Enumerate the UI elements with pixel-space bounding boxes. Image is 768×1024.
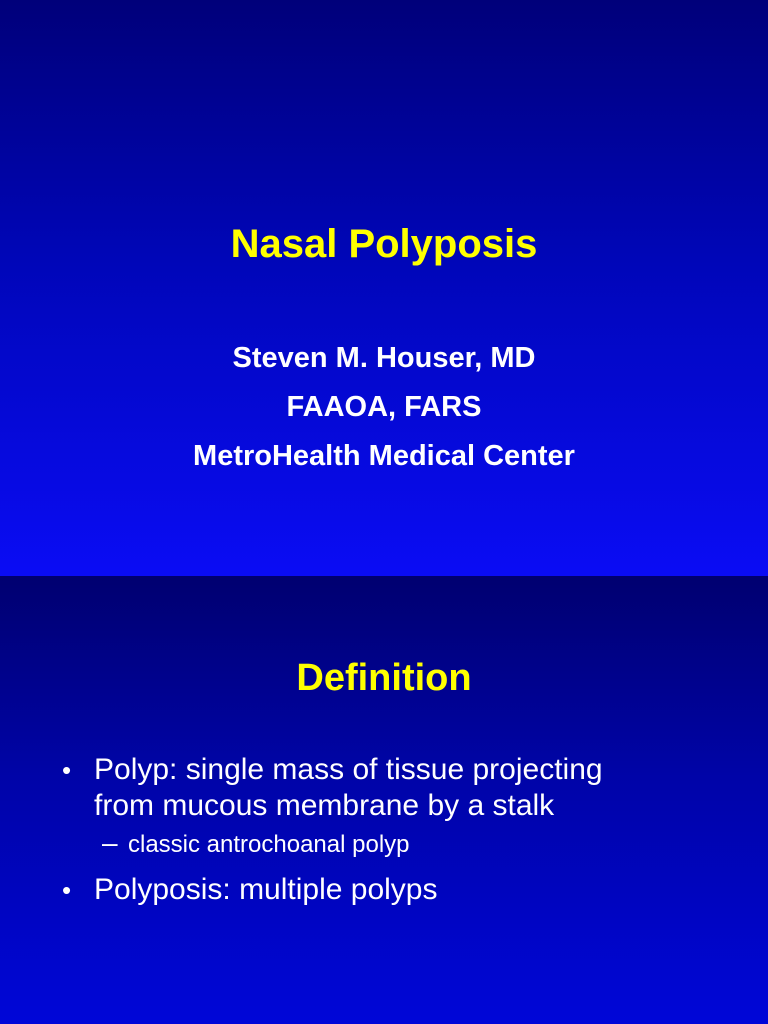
author-name: Steven M. Houser, MD — [232, 342, 536, 374]
author-credentials: FAAOA, FARS — [286, 391, 482, 423]
sub-bullet-item — [58, 827, 718, 860]
bullet-item — [58, 752, 718, 824]
bullet-text-line: Polyp: single mass of tissue projecting — [94, 753, 603, 786]
bullet-list — [58, 752, 718, 914]
bullet-text-line: Polyposis: multiple polyps — [94, 873, 438, 906]
bullet-item — [58, 872, 718, 908]
dash-icon: – — [102, 827, 118, 858]
bullet-dot-icon: • — [62, 755, 72, 785]
author-block — [0, 334, 768, 481]
slide-title: Nasal Polyposis — [230, 222, 538, 266]
sub-bullet-text: classic antrochoanal polyp — [128, 831, 410, 858]
bullet-dot-icon: • — [62, 875, 72, 905]
slide-title: Definition — [296, 657, 472, 699]
bullet-text-line: from mucous membrane by a stalk — [94, 789, 555, 822]
author-institution: MetroHealth Medical Center — [193, 440, 575, 472]
definition-slide — [0, 576, 768, 1024]
